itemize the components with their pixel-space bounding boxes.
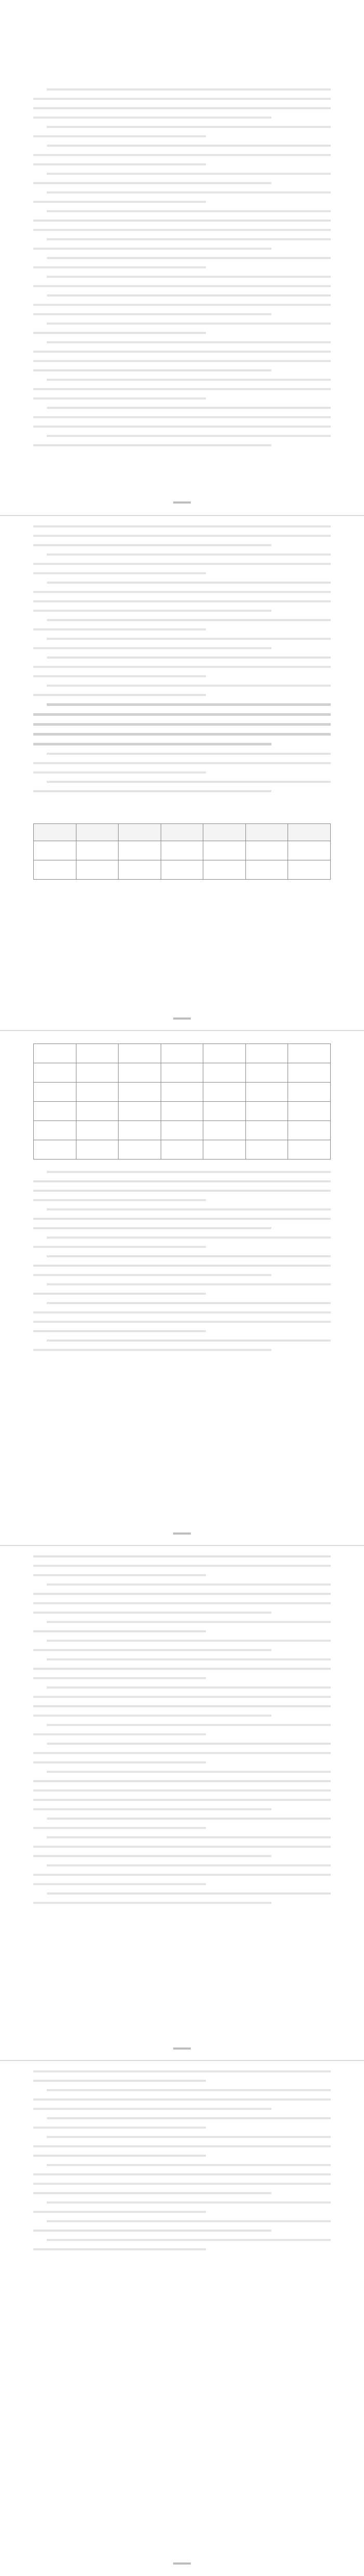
table-cell (245, 1140, 288, 1160)
schedule-table (33, 823, 331, 880)
table-cell (119, 1063, 161, 1083)
table-row (34, 860, 331, 880)
table-cell (288, 1121, 331, 1140)
table-cell (203, 1044, 246, 1063)
table-heading (0, 800, 364, 819)
table-cell (245, 1121, 288, 1140)
page-number (0, 2042, 364, 2052)
table-cell (288, 860, 331, 880)
table-cell (119, 1140, 161, 1160)
page-number (0, 2557, 364, 2567)
body-text (0, 1160, 364, 1351)
table-row (34, 1121, 331, 1140)
table-cell (288, 1063, 331, 1083)
table-cell (76, 1063, 119, 1083)
table-row (34, 1083, 331, 1102)
table-cell (203, 1083, 246, 1102)
table-cell (203, 1121, 246, 1140)
table-cell (161, 1102, 203, 1121)
table-cell (203, 1140, 246, 1160)
table-header-cell (34, 824, 76, 841)
table-cell (76, 1121, 119, 1140)
table-header-row (34, 824, 331, 841)
schedule-table-continued (33, 1044, 331, 1160)
table-cell (245, 1044, 288, 1063)
table-cell (161, 1140, 203, 1160)
table-cell (161, 841, 203, 860)
table-cell (119, 860, 161, 880)
table-cell (288, 1083, 331, 1102)
table-cell (76, 860, 119, 880)
table-cell (288, 841, 331, 860)
table-cell (34, 860, 76, 880)
page-number (0, 496, 364, 506)
document-title-line-2 (0, 29, 364, 43)
document-title-line-3 (0, 46, 364, 59)
body-text (0, 516, 364, 792)
table-cell (288, 1044, 331, 1063)
table-cell (34, 1140, 76, 1160)
table-row (34, 1102, 331, 1121)
table-cell (119, 1121, 161, 1140)
table-cell (34, 1083, 76, 1102)
table-header-cell (76, 824, 119, 841)
body-text (0, 1546, 364, 1904)
document-page-5 (0, 2060, 364, 2576)
table-cell (288, 1140, 331, 1160)
table-cell (76, 841, 119, 860)
table-cell (76, 1083, 119, 1102)
table-cell (76, 1044, 119, 1063)
table-title (0, 806, 364, 819)
table-cell (203, 1063, 246, 1083)
table-cell (245, 1063, 288, 1083)
body-text (0, 79, 364, 446)
table-cell (34, 1063, 76, 1083)
table-cell (119, 1102, 161, 1121)
table-header-cell (119, 824, 161, 841)
table-cell (76, 1140, 119, 1160)
document-page-4 (0, 1545, 364, 2061)
table-cell (34, 1121, 76, 1140)
table-row (34, 841, 331, 860)
table-row (34, 1140, 331, 1160)
page-number (0, 1527, 364, 1537)
table-cell (245, 1102, 288, 1121)
table-cell (245, 841, 288, 860)
table-header-cell (203, 824, 246, 841)
table-cell (288, 1102, 331, 1121)
table-cell (203, 860, 246, 880)
document-title (0, 12, 364, 26)
table-cell (34, 841, 76, 860)
table-cell (161, 1083, 203, 1102)
table-cell (161, 860, 203, 880)
table-cell (245, 1083, 288, 1102)
table-cell (76, 1102, 119, 1121)
table-cell (119, 1083, 161, 1102)
table-cell (34, 1044, 76, 1063)
body-text (0, 2061, 364, 2250)
document-title-block (0, 0, 364, 76)
table-row (34, 1063, 331, 1083)
table-cell (203, 1102, 246, 1121)
table-cell (161, 1063, 203, 1083)
table-cell (203, 841, 246, 860)
table-header-cell (161, 824, 203, 841)
table-header-cell (288, 824, 331, 841)
table-cell (161, 1121, 203, 1140)
table-cell (119, 1044, 161, 1063)
table-cell (34, 1102, 76, 1121)
table-cell (161, 1044, 203, 1063)
document-page-1 (0, 0, 364, 515)
section-heading (0, 62, 364, 76)
page-number (0, 1012, 364, 1022)
document-page-2 (0, 515, 364, 1031)
document-page-3 (0, 1030, 364, 1546)
table-cell (119, 841, 161, 860)
table-row (34, 1044, 331, 1063)
table-cell (245, 860, 288, 880)
table-header-cell (245, 824, 288, 841)
